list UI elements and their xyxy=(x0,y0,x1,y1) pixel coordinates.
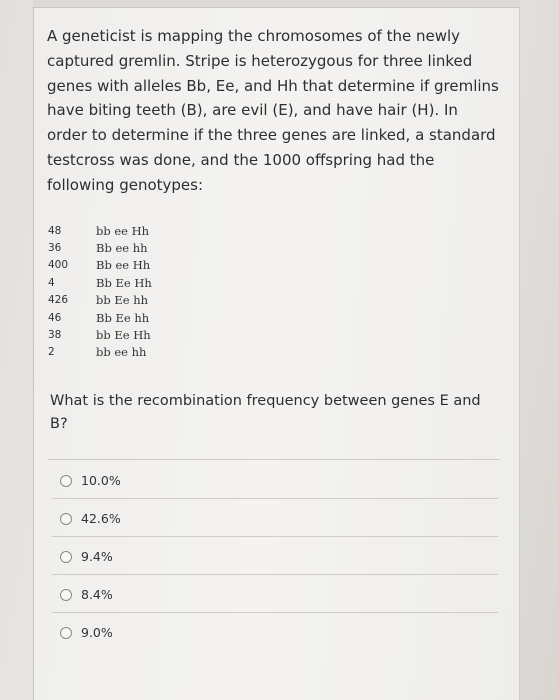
answer-option-label: 42.6% xyxy=(81,511,121,526)
genotype-count: 4 xyxy=(48,276,55,289)
radio-button[interactable] xyxy=(60,551,72,563)
answer-option-label: 8.4% xyxy=(81,587,113,602)
genotype-row xyxy=(48,239,152,256)
answer-option-label: 9.0% xyxy=(81,625,113,640)
answer-option[interactable] xyxy=(60,511,121,526)
genotype-label: Bb ee hh xyxy=(96,241,148,256)
divider xyxy=(48,459,500,460)
answer-option[interactable] xyxy=(60,587,113,602)
genotype-label: Bb Ee hh xyxy=(96,310,150,325)
genotype-label: bb Ee Hh xyxy=(96,328,151,343)
radio-button[interactable] xyxy=(60,627,72,639)
genotype-label: Bb Ee Hh xyxy=(96,275,152,290)
radio-button[interactable] xyxy=(60,589,72,601)
question-text: A geneticist is mapping the chromosomes of the newly captured gremlin. Stripe is heterozygous for three linked genes with alleles Bb, Ee, and Hh that determine if gremlins have biting teeth (B), are evil (E), and have hair (H). In order to determine if the three genes are linked, a standard testcross was done, and the 1000 offspring had the following genotypes: xyxy=(47,27,499,194)
genotype-row xyxy=(48,326,152,343)
answer-option-label: 9.4% xyxy=(81,549,113,564)
divider xyxy=(52,498,498,499)
genotype-count: 46 xyxy=(48,311,62,324)
answer-option[interactable] xyxy=(60,473,121,488)
genotype-label: bb ee hh xyxy=(96,345,147,360)
genotype-count: 2 xyxy=(48,346,55,359)
question-prompt: What is the recombination frequency between genes E and B? xyxy=(50,393,481,432)
genotype-table xyxy=(48,222,152,361)
genotype-row xyxy=(48,222,152,239)
card-top-edge xyxy=(33,0,520,8)
divider xyxy=(52,536,498,537)
genotype-row xyxy=(48,292,152,309)
genotype-label: bb Ee hh xyxy=(96,293,149,308)
genotype-count: 426 xyxy=(48,294,69,307)
genotype-row xyxy=(48,274,152,291)
genotype-count: 48 xyxy=(48,224,62,237)
genotype-row xyxy=(48,344,152,361)
radio-button[interactable] xyxy=(60,475,72,487)
divider xyxy=(52,612,498,613)
divider xyxy=(52,574,498,575)
genotype-label: bb ee Hh xyxy=(96,223,150,238)
answer-option-label: 10.0% xyxy=(81,473,121,488)
genotype-row xyxy=(48,257,152,274)
genotype-row xyxy=(48,309,152,326)
genotype-count: 36 xyxy=(48,242,62,255)
answer-option[interactable] xyxy=(60,549,113,564)
radio-button[interactable] xyxy=(60,513,72,525)
genotype-label: Bb ee Hh xyxy=(96,258,151,273)
genotype-count: 38 xyxy=(48,329,62,342)
genotype-count: 400 xyxy=(48,259,69,272)
answer-option[interactable] xyxy=(60,625,113,640)
